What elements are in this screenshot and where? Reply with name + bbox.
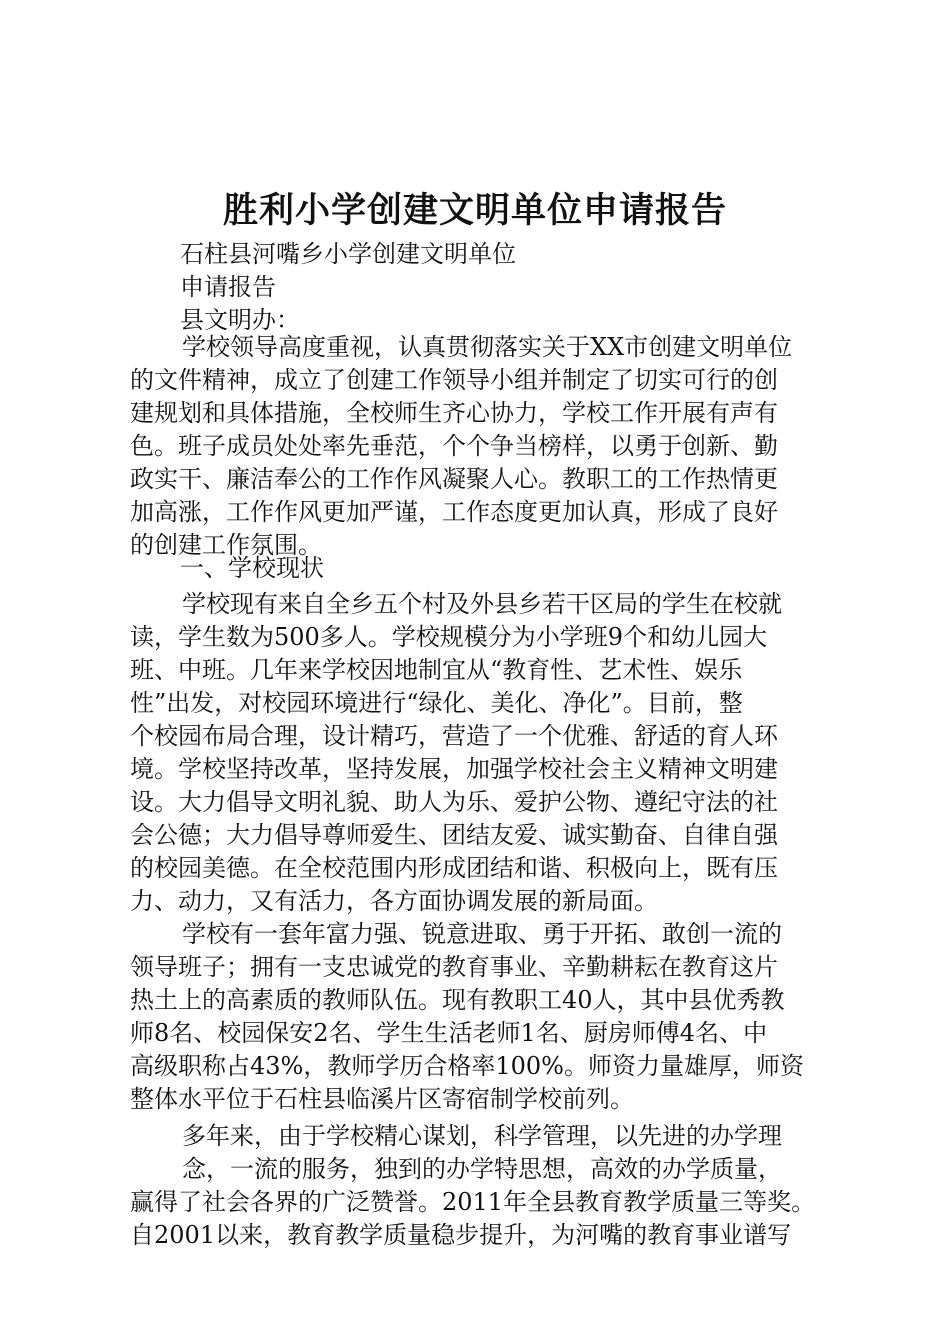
body-line: 自2001以来，教育教学质量稳步提升，为河嘴的教育事业谱写 (130, 1221, 792, 1249)
report-label-line: 申请报告 (180, 273, 276, 301)
body-line: 高级职称占43%，教师学历合格率100%。师资力量雄厚，师资 (130, 1052, 804, 1080)
body-line: 学校领导高度重视，认真贯彻落实关于XX市创建文明单位 (182, 333, 793, 361)
body-line: 性”出发，对校园环境进行“绿化、美化、净化”。目前，整 (130, 689, 743, 717)
body-line: 领导班子；拥有一支忠诚党的教育事业、辛勤耕耘在教育这片 (130, 953, 778, 981)
body-line: 学校现有来自全乡五个村及外县乡若干区局的学生在校就 (182, 590, 782, 618)
body-line: 色。班子成员处处率先垂范，个个争当榜样，以勇于创新、勤 (130, 432, 778, 460)
body-line: 个校园布局合理，设计精巧，营造了一个优雅、舒适的育人环 (130, 722, 778, 750)
body-line: 会公德；大力倡导尊师爱生、团结友爱、诚实勤奋、自律自强 (130, 821, 778, 849)
body-line: 设。大力倡导文明礼貌、助人为乐、爱护公物、遵纪守法的社 (130, 788, 778, 816)
body-line: 热土上的高素质的教师队伍。现有教职工40人，其中县优秀教 (130, 986, 785, 1014)
body-line: 整体水平位于石柱县临溪片区寄宿制学校前列。 (130, 1085, 634, 1113)
body-line: 的文件精神，成立了创建工作领导小组并制定了切实可行的创 (130, 366, 778, 394)
body-line: 赢得了社会各界的广泛赞誉。2011年全县教育教学质量三等奖。 (130, 1188, 816, 1216)
body-line: 多年来，由于学校精心谋划，科学管理，以先进的办学理 (182, 1122, 782, 1150)
body-line: 念，一流的服务，独到的办学特思想，高效的办学质量， (182, 1155, 782, 1183)
body-line: 班、中班。几年来学校因地制宜从“教育性、艺术性、娱乐 (130, 656, 743, 684)
document-title: 胜利小学创建文明单位申请报告 (222, 190, 727, 231)
recipient-line: 县文明办： (180, 306, 300, 334)
body-line: 力、动力，又有活力，各方面协调发展的新局面。 (130, 887, 658, 915)
school-name-line: 石柱县河嘴乡小学创建文明单位 (180, 240, 516, 268)
body-line: 政实干、廉洁奉公的工作作风凝聚人心。教职工的工作热情更 (130, 465, 778, 493)
body-line: 学校有一套年富力强、锐意进取、勇于开拓、敢创一流的 (182, 920, 782, 948)
body-line: 加高涨，工作作风更加严谨，工作态度更加认真，形成了良好 (130, 498, 778, 526)
body-line: 的校园美德。在全校范围内形成团结和谐、积极向上，既有压 (130, 854, 778, 882)
body-line: 师8名、校园保安2名、学生生活老师1名、厨房师傅4名、中 (130, 1019, 768, 1047)
body-line: 的创建工作氛围。 (130, 531, 322, 559)
section-heading: 一、学校现状 (180, 554, 324, 582)
body-line: 境。学校坚持改革，坚持发展，加强学校社会主义精神文明建 (130, 755, 778, 783)
body-line: 建规划和具体措施，全校师生齐心协力，学校工作开展有声有 (130, 399, 778, 427)
body-line: 读，学生数为500多人。学校规模分为小学班9个和幼儿园大 (130, 623, 768, 651)
